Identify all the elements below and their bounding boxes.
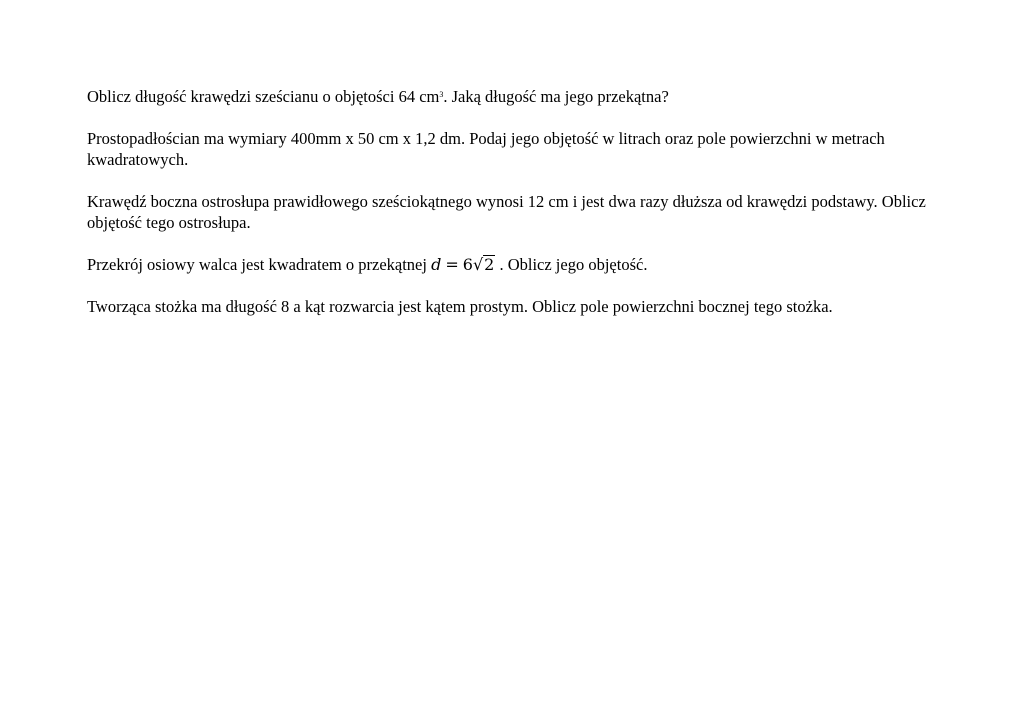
task-1-cube-edge (87, 86, 927, 107)
task-5-text: Tworząca stożka ma długość 8 a kąt rozwarcia jest kątem prostym. Oblicz pole powierzchni bocznej tego stożka. (87, 297, 833, 316)
task-2-cuboid (87, 128, 927, 170)
task-1-text-start: Oblicz długość krawędzi sześcianu o objętości 64 cm (87, 87, 440, 106)
task-5-cone (87, 296, 927, 317)
formula-coefficient: 6 (462, 255, 473, 274)
task-list (87, 86, 927, 338)
task-4-cylinder (87, 254, 927, 275)
diagonal-formula (431, 255, 495, 274)
formula-variable: d (431, 255, 442, 274)
radical-sign: √ (472, 255, 484, 274)
task-3-text: Krawędź boczna ostrosłupa prawidłowego sześciokątnego wynosi 12 cm i jest dwa razy dłuższa od krawędzi podstawy. Oblicz objętość tego ostrosłupa. (87, 192, 926, 232)
task-3-pyramid (87, 191, 927, 233)
square-root (473, 254, 495, 275)
formula-equals: = (445, 255, 459, 274)
task-2-text: Prostopadłościan ma wymiary 400mm x 50 cm x 1,2 dm. Podaj jego objętość w litrach oraz pole powierzchni w metrach kwadratowych. (87, 129, 885, 169)
radicand: 2 (484, 255, 495, 274)
task-4-text-start: Przekrój osiowy walca jest kwadratem o przekątnej (87, 255, 432, 274)
task-1-text-end: . Jaką długość ma jego przekątna? (443, 87, 669, 106)
task-1-exponent: 3 (439, 90, 444, 99)
task-4-text-end: . Oblicz jego objętość. (495, 255, 648, 274)
